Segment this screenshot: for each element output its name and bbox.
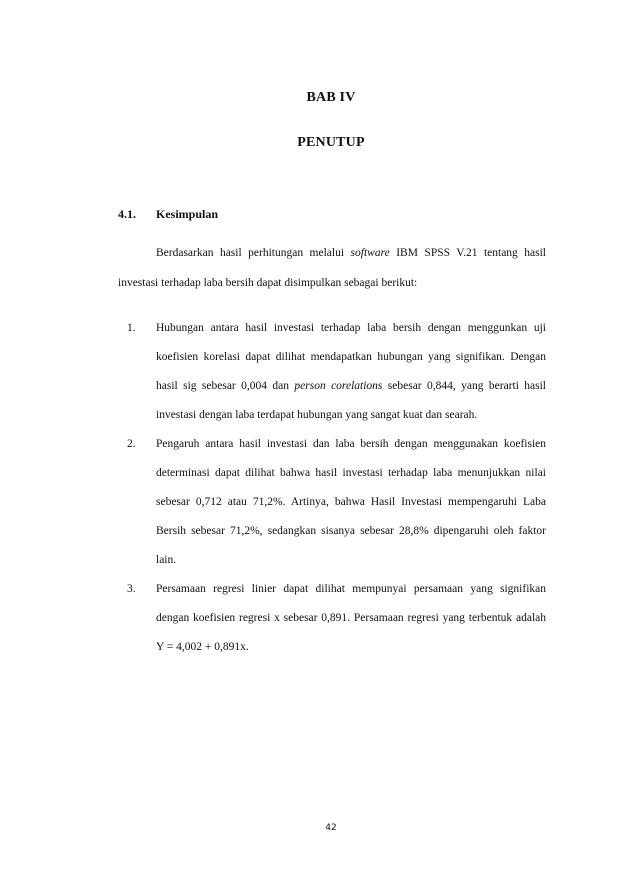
chapter-title: PENUTUP bbox=[297, 135, 365, 150]
intro-text-italic: software bbox=[350, 246, 390, 259]
page-number: 42 bbox=[325, 823, 337, 833]
intro-paragraph bbox=[118, 238, 546, 298]
section-title: Kesimpulan bbox=[156, 207, 219, 221]
list-item-number: 1. bbox=[127, 322, 136, 334]
list-item bbox=[118, 430, 546, 575]
intro-text-after: IBM SPSS V.21 tentang hasil investasi terhadap laba bersih dapat disimpulkan sebagai berikut: bbox=[118, 246, 546, 289]
list-item-text: Pengaruh antara hasil investasi dan laba bersih dengan menggunakan koefisien determinasi dapat dilihat bahwa hasil investasi terhadap laba menunjukkan nilai sebesar 0,712 atau 71,2%. Artinya, bahwa Hasil Investasi mempengaruhi Laba Bersih sebesar 71,2%, sedangkan sisanya sebesar 28,8% dipengaruhi oleh faktor lain. bbox=[156, 438, 546, 566]
list-item bbox=[118, 314, 546, 430]
list-item-text: Persamaan regresi linier dapat dilihat mempunyai persamaan yang signifikan dengan koefisien regresi x sebesar 0,891. Persamaan regresi yang terbentuk adalah Y = 4,002 + 0,891x. bbox=[156, 583, 546, 653]
list-item-number: 2. bbox=[127, 438, 136, 450]
chapter-label: BAB IV bbox=[306, 90, 356, 105]
list-item bbox=[118, 575, 546, 662]
list-item-text: Hubungan antara hasil investasi terhadap laba bersih dengan menggunkan uji koefisien korelasi dapat dilihat mendapatkan hubungan yang signifikan. Dengan hasil sig sebesar 0,004 dan bbox=[156, 322, 546, 392]
list-item-text-after: sebesar 0,844, yang berarti hasil investasi dengan laba terdapat hubungan yang sangat kuat dan searah. bbox=[156, 380, 546, 421]
conclusion-list bbox=[118, 314, 546, 662]
intro-text-before: Berdasarkan hasil perhitungan melalui bbox=[156, 246, 351, 259]
section-number: 4.1. bbox=[118, 207, 136, 221]
list-item-italic: person corelations bbox=[294, 380, 383, 392]
list-item-number: 3. bbox=[127, 583, 136, 595]
